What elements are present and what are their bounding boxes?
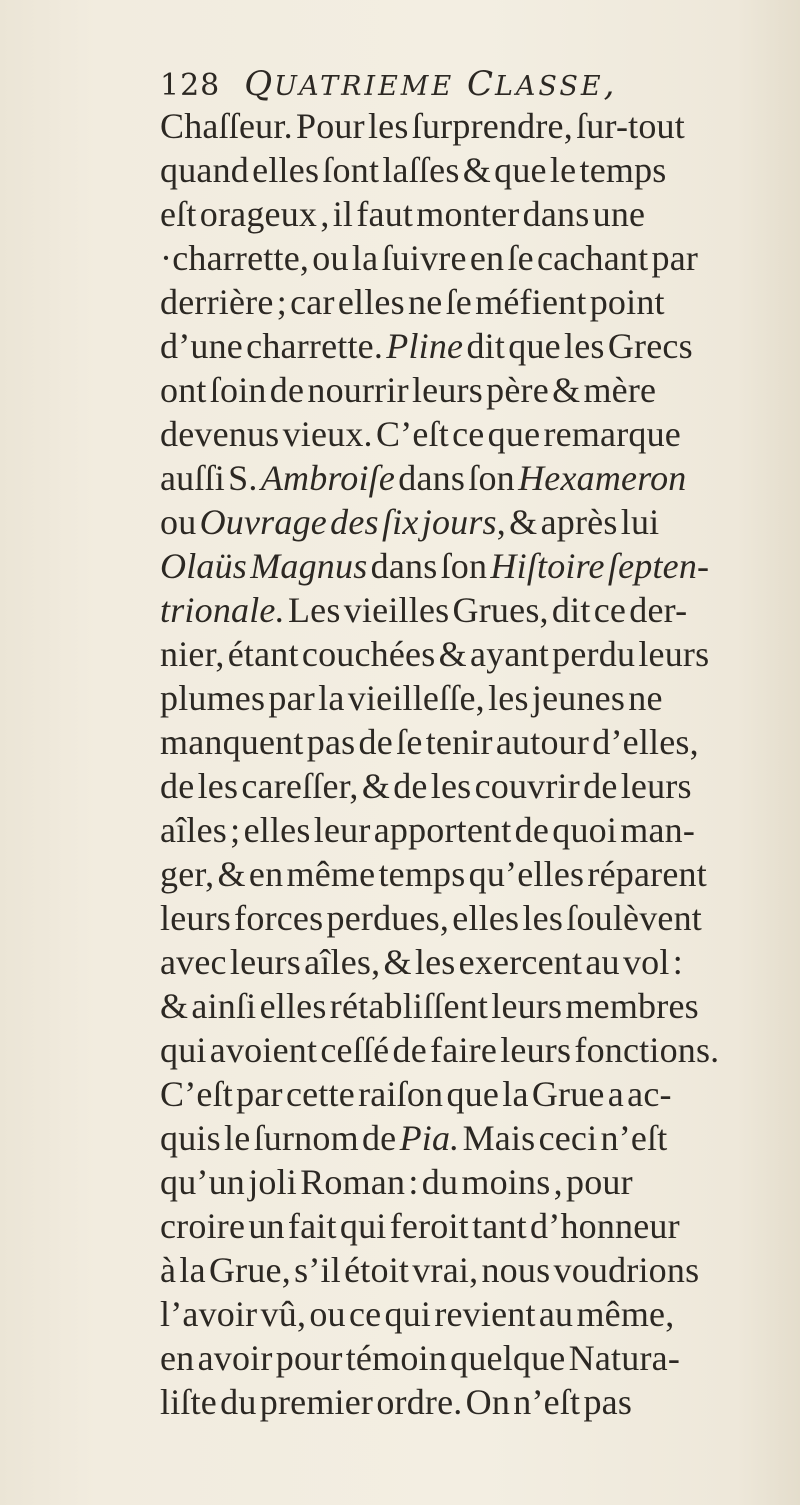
text-run: plumes par la vieilleſſe, les jeunes ne xyxy=(160,678,663,718)
italic-text: Pia. xyxy=(399,1118,460,1158)
text-line xyxy=(160,1160,800,1204)
text-run: dit que les Grecs xyxy=(463,326,693,366)
text-line xyxy=(160,984,800,1028)
text-line xyxy=(160,808,800,852)
title-initial-1: Q xyxy=(244,64,275,104)
text-line xyxy=(160,1248,800,1292)
text-run: de les careſſer, & de les couvrir de leurs xyxy=(160,766,692,806)
text-line xyxy=(160,280,800,324)
title-word-1: UATRIEME xyxy=(274,71,455,102)
text-line xyxy=(160,236,800,280)
text-line xyxy=(160,764,800,808)
text-line xyxy=(160,588,800,632)
text-run: & ainſi elles rétabliſſent leurs membres xyxy=(160,986,699,1026)
text-line xyxy=(160,676,800,720)
text-run: l’avoir vû, ou ce qui revient au même, xyxy=(160,1294,675,1334)
text-line xyxy=(160,368,800,412)
text-run: d’une charrette. xyxy=(160,326,387,366)
body-text xyxy=(160,104,800,1424)
text-line xyxy=(160,500,800,544)
text-run: qui avoient ceſſé de faire leurs fonctions. xyxy=(160,1030,720,1070)
text-run: , & après lui xyxy=(496,502,660,542)
text-line xyxy=(160,720,800,764)
text-line xyxy=(160,544,800,588)
text-run: croire un fait qui feroit tant d’honneur xyxy=(160,1206,680,1246)
running-head-title xyxy=(244,64,616,104)
text-run: manquent pas de ſe tenir autour d’elles, xyxy=(160,722,699,762)
text-run: ger, & en même temps qu’elles réparent xyxy=(160,854,707,894)
text-line xyxy=(160,456,800,500)
text-run: ou xyxy=(160,502,200,542)
text-line xyxy=(160,1292,800,1336)
text-run: Les vieilles Grues, dit ce der- xyxy=(284,590,688,630)
text-run: Mais ceci n’eſt xyxy=(459,1118,668,1158)
italic-text: Pline xyxy=(386,326,464,366)
text-line xyxy=(160,1204,800,1248)
italic-text: Olaüs Magnus xyxy=(160,546,368,586)
text-run: C’eſt par cette raiſon que la Grue a ac- xyxy=(160,1074,672,1114)
text-line xyxy=(160,1072,800,1116)
italic-text: Ouvrage des ſix jours xyxy=(199,502,497,542)
text-run: dans ſon xyxy=(395,458,519,498)
text-run: devenus vieux. C’eſt ce que remarque xyxy=(160,414,681,454)
text-run: aîles ; elles leur apportent de quoi man- xyxy=(160,810,696,850)
text-run: eſt orageux , il faut monter dans une xyxy=(160,194,646,234)
text-line xyxy=(160,1116,800,1160)
text-run: à la Grue, s’il étoit vrai, nous voudrions xyxy=(160,1250,700,1290)
text-line xyxy=(160,632,800,676)
italic-text: trionale. xyxy=(160,590,285,630)
title-word-2: LASSE xyxy=(494,71,604,102)
italic-text: Hexameron xyxy=(518,458,687,498)
text-run: leurs forces perdues, elles les ſoulèvent xyxy=(160,898,703,938)
text-run: liſte du premier ordre. On n’eſt pas xyxy=(160,1382,633,1422)
text-run: derrière ; car elles ne ſe méfient point xyxy=(160,282,665,322)
text-line xyxy=(160,852,800,896)
text-line xyxy=(160,1028,800,1072)
text-run: qu’un joli Roman : du moins , pour xyxy=(160,1162,633,1202)
running-header xyxy=(160,64,705,108)
text-run: auſſi S. xyxy=(160,458,261,498)
text-run: nier, étant couchées & ayant perdu leurs xyxy=(160,634,710,674)
text-run: ont ſoin de nourrir leurs père & mère xyxy=(160,370,657,410)
text-line xyxy=(160,104,800,148)
text-line xyxy=(160,148,800,192)
text-run: dans ſon xyxy=(367,546,491,586)
text-run: quis le ſurnom de xyxy=(160,1118,400,1158)
text-line xyxy=(160,940,800,984)
text-line xyxy=(160,1380,800,1424)
italic-text: Ambroiſe xyxy=(260,458,396,498)
text-run: ·charrette, ou la ſuivre en ſe cachant par xyxy=(160,238,699,278)
text-run: quand elles ſont laſſes & que le temps xyxy=(160,150,667,190)
text-run: en avoir pour témoin quelque Natura- xyxy=(160,1338,681,1378)
text-line xyxy=(160,412,800,456)
italic-text: Hiſtoire ſepten- xyxy=(490,546,710,586)
text-line xyxy=(160,324,800,368)
text-line xyxy=(160,1336,800,1380)
title-trailing-comma: , xyxy=(603,64,617,104)
text-line xyxy=(160,192,800,236)
text-run: avec leurs aîles, & les exercent au vol : xyxy=(160,942,683,982)
page-number: 128 xyxy=(160,68,221,103)
text-run: Chaſſeur. Pour les ſurprendre, ſur-tout xyxy=(160,106,685,146)
title-initial-2: C xyxy=(466,64,495,104)
text-line xyxy=(160,896,800,940)
